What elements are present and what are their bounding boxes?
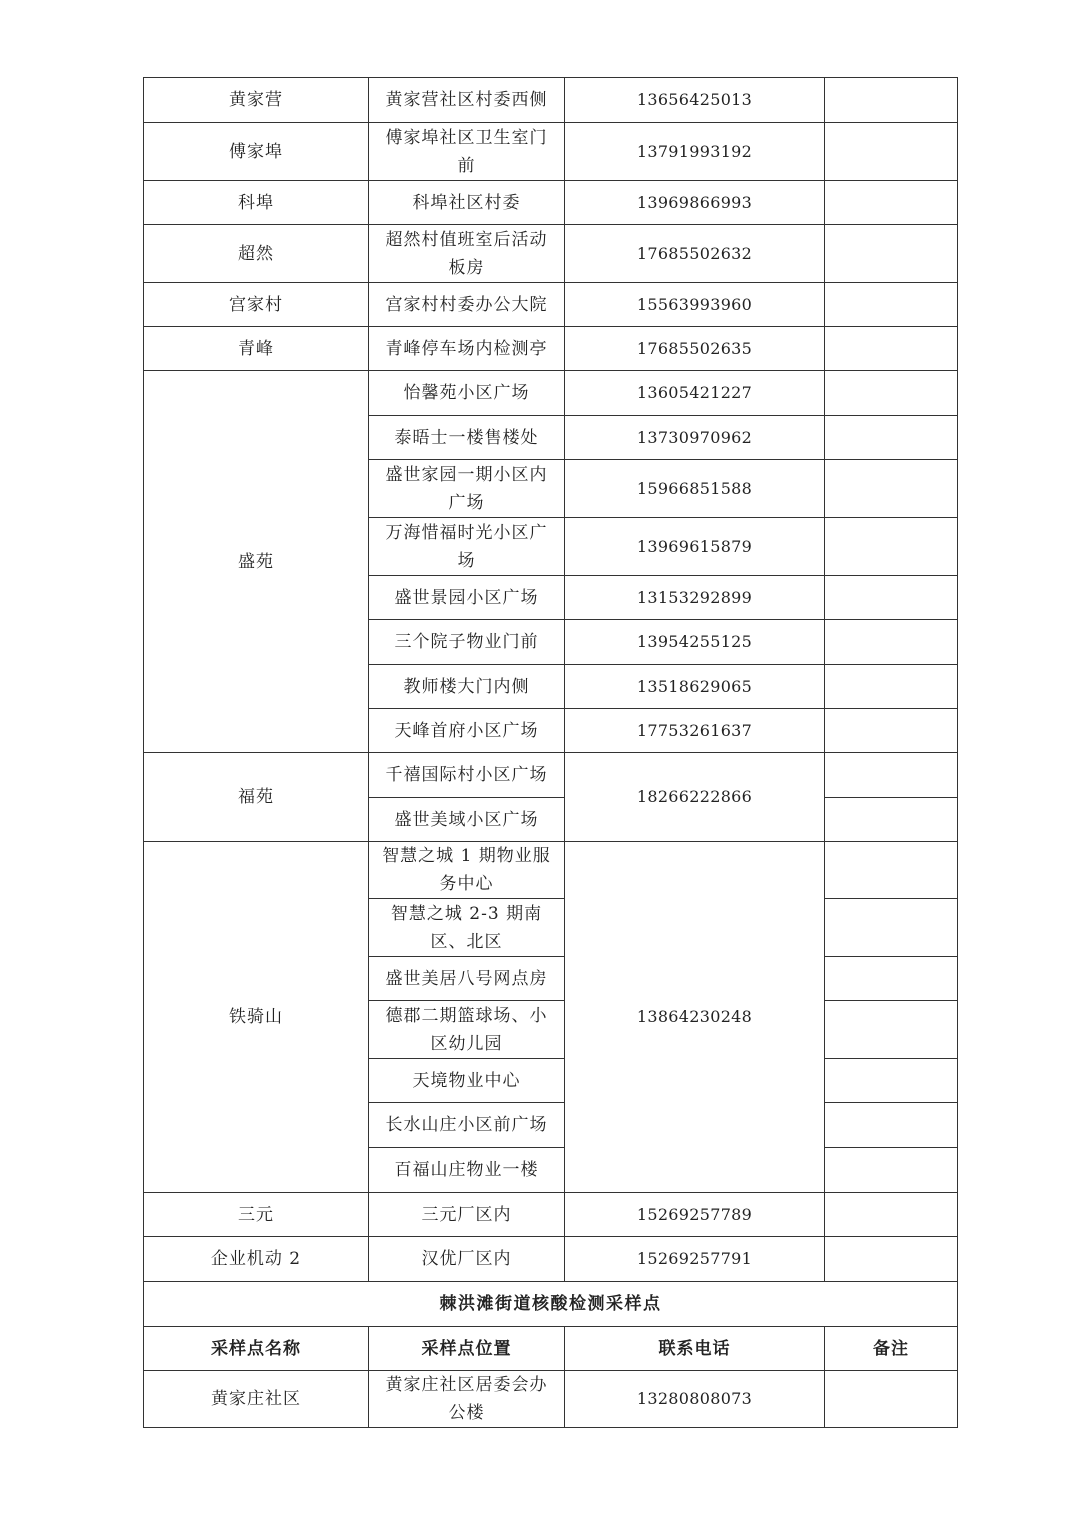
section-title: 棘洪滩街道核酸检测采样点 [144,1282,958,1327]
place-cell: 超然村值班室后活动板房 [369,225,565,283]
place-cell: 黄家庄社区居委会办公楼 [369,1371,565,1428]
note-cell [825,842,958,899]
area-cell-tieqishan: 铁骑山 [144,842,369,1193]
table-row [144,371,958,416]
area-cell: 三元 [144,1193,369,1237]
table-row [144,753,958,798]
place-cell: 百福山庄物业一楼 [369,1148,565,1193]
place-cell: 天峰首府小区广场 [369,709,565,753]
note-cell [825,620,958,665]
place-cell: 黄家营社区村委西侧 [369,78,565,123]
note-cell [825,957,958,1001]
note-cell [825,1193,958,1237]
note-cell [825,665,958,709]
table-row [144,842,958,899]
place-cell: 怡馨苑小区广场 [369,371,565,416]
phone-cell: 13656425013 [565,78,825,123]
table-row [144,1237,958,1282]
area-cell: 超然 [144,225,369,283]
phone-cell: 13518629065 [565,665,825,709]
area-cell: 宫家村 [144,283,369,327]
note-cell [825,1103,958,1148]
note-cell [825,327,958,371]
phone-cell: 18266222866 [565,753,825,842]
note-cell [825,518,958,576]
phone-cell: 15563993960 [565,283,825,327]
table-row [144,1371,958,1428]
place-cell: 盛世景园小区广场 [369,576,565,620]
table-row [144,181,958,225]
place-cell: 天境物业中心 [369,1059,565,1103]
area-cell-shengyuan: 盛苑 [144,371,369,753]
phone-cell: 15966851588 [565,460,825,518]
phone-cell: 13280808073 [565,1371,825,1428]
phone-cell: 13791993192 [565,123,825,181]
note-cell [825,181,958,225]
place-cell: 千禧国际村小区广场 [369,753,565,798]
phone-cell: 17685502632 [565,225,825,283]
area-cell: 科埠 [144,181,369,225]
header-phone: 联系电话 [565,1327,825,1371]
phone-cell: 13153292899 [565,576,825,620]
place-cell: 青峰停车场内检测亭 [369,327,565,371]
place-cell: 盛世美居八号网点房 [369,957,565,1001]
note-cell [825,225,958,283]
note-cell [825,1001,958,1059]
note-cell [825,899,958,957]
section-title-row [144,1282,958,1327]
note-cell [825,753,958,798]
phone-cell: 13954255125 [565,620,825,665]
phone-cell: 15269257791 [565,1237,825,1282]
place-cell: 教师楼大门内侧 [369,665,565,709]
area-cell: 傅家埠 [144,123,369,181]
note-cell [825,1148,958,1193]
note-cell [825,283,958,327]
place-cell: 宫家村村委办公大院 [369,283,565,327]
note-cell [825,371,958,416]
place-cell: 汉优厂区内 [369,1237,565,1282]
phone-cell: 13864230248 [565,842,825,1193]
note-cell [825,78,958,123]
place-cell: 长水山庄小区前广场 [369,1103,565,1148]
header-location: 采样点位置 [369,1327,565,1371]
phone-cell: 17685502635 [565,327,825,371]
area-cell: 黄家营 [144,78,369,123]
place-cell: 科埠社区村委 [369,181,565,225]
place-cell: 傅家埠社区卫生室门前 [369,123,565,181]
table-row [144,123,958,181]
place-cell: 泰晤士一楼售楼处 [369,416,565,460]
area-cell: 黄家庄社区 [144,1371,369,1428]
table-row [144,1193,958,1237]
area-cell: 青峰 [144,327,369,371]
header-name: 采样点名称 [144,1327,369,1371]
phone-cell: 13969615879 [565,518,825,576]
header-row [144,1327,958,1371]
place-cell: 德郡二期篮球场、小区幼儿园 [369,1001,565,1059]
place-cell: 盛世家园一期小区内广场 [369,460,565,518]
note-cell [825,709,958,753]
table-row [144,327,958,371]
note-cell [825,1059,958,1103]
place-cell: 三元厂区内 [369,1193,565,1237]
sampling-points-table [143,77,958,1428]
place-cell: 三个院子物业门前 [369,620,565,665]
phone-cell: 15269257789 [565,1193,825,1237]
place-cell: 智慧之城 1 期物业服务中心 [369,842,565,899]
table-row [144,78,958,123]
table-row [144,225,958,283]
area-cell-fuyuan: 福苑 [144,753,369,842]
place-cell: 智慧之城 2-3 期南区、北区 [369,899,565,957]
note-cell [825,123,958,181]
note-cell [825,1237,958,1282]
note-cell [825,1371,958,1428]
area-cell: 企业机动 2 [144,1237,369,1282]
table-row [144,283,958,327]
header-note: 备注 [825,1327,958,1371]
note-cell [825,416,958,460]
note-cell [825,798,958,842]
note-cell [825,460,958,518]
place-cell: 盛世美域小区广场 [369,798,565,842]
phone-cell: 13605421227 [565,371,825,416]
note-cell [825,576,958,620]
phone-cell: 17753261637 [565,709,825,753]
phone-cell: 13730970962 [565,416,825,460]
phone-cell: 13969866993 [565,181,825,225]
place-cell: 万海惜福时光小区广场 [369,518,565,576]
